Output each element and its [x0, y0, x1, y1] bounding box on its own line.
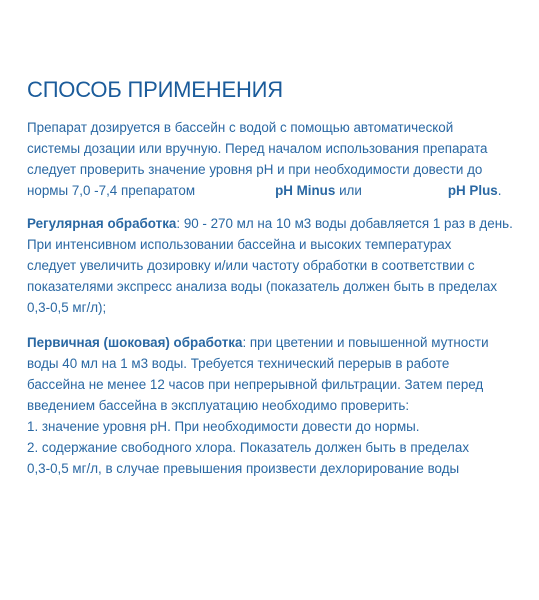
intro-line-4	[27, 180, 527, 201]
shock-line-7: 0,3-0,5 мг/л, в случае превышения произвести дехлорирование воды	[27, 461, 460, 476]
regular-line-2: При интенсивном использовании бассейна и высоких температурах	[27, 237, 452, 252]
section-title: СПОСОБ ПРИМЕНЕНИЯ	[27, 77, 283, 102]
intro-paragraph	[27, 117, 527, 201]
regular-line-1	[27, 213, 527, 234]
shock-line-2: воды 40 мл на 1 м3 воды. Требуется технический перерыв в работе	[27, 356, 450, 371]
shock-line-4: введением бассейна в эксплуатацию необходимо проверить:	[27, 398, 410, 413]
regular-line-3: следует увеличить дозировку и/или частоту обработки в соответствии с	[27, 258, 475, 273]
intro-line-1: Препарат дозируется в бассейн с водой с помощью автоматической	[27, 120, 454, 135]
intro-line-4-start: нормы 7,0 -7,4 препаратом	[27, 183, 196, 198]
shock-heading: Первичная (шоковая) обработка	[27, 335, 243, 350]
regular-line-5: 0,3-0,5 мг/л);	[27, 300, 107, 315]
intro-line-4-or: или	[339, 183, 362, 198]
shock-treatment-paragraph	[27, 332, 527, 479]
shock-line-6: 2. содержание свободного хлора. Показатель должен быть в пределах	[27, 440, 470, 455]
intro-line-3: следует проверить значение уровня pH и при необходимости довести до	[27, 162, 483, 177]
regular-line-1-rest: : 90 - 270 мл на 10 м3 воды добавляется 1 раз в день.	[176, 216, 513, 231]
product-ph-plus: pH Plus	[447, 183, 498, 198]
regular-heading: Регулярная обработка	[27, 216, 177, 231]
shock-line-1-rest: : при цветении и повышенной мутности	[242, 335, 489, 350]
regular-line-4: показателями экспресс анализа воды (показатель должен быть в пределах	[27, 279, 498, 294]
product-ph-minus: pH Minus	[275, 183, 336, 198]
shock-line-1	[27, 332, 527, 353]
shock-line-3: бассейна не менее 12 часов при непрерывной фильтрации. Затем перед	[27, 377, 484, 392]
shock-line-5: 1. значение уровня pH. При необходимости довести до нормы.	[27, 419, 420, 434]
intro-line-2: системы дозации или вручную. Перед началом использования препарата	[27, 141, 488, 156]
regular-treatment-paragraph	[27, 213, 527, 318]
intro-line-4-end: .	[497, 183, 502, 198]
